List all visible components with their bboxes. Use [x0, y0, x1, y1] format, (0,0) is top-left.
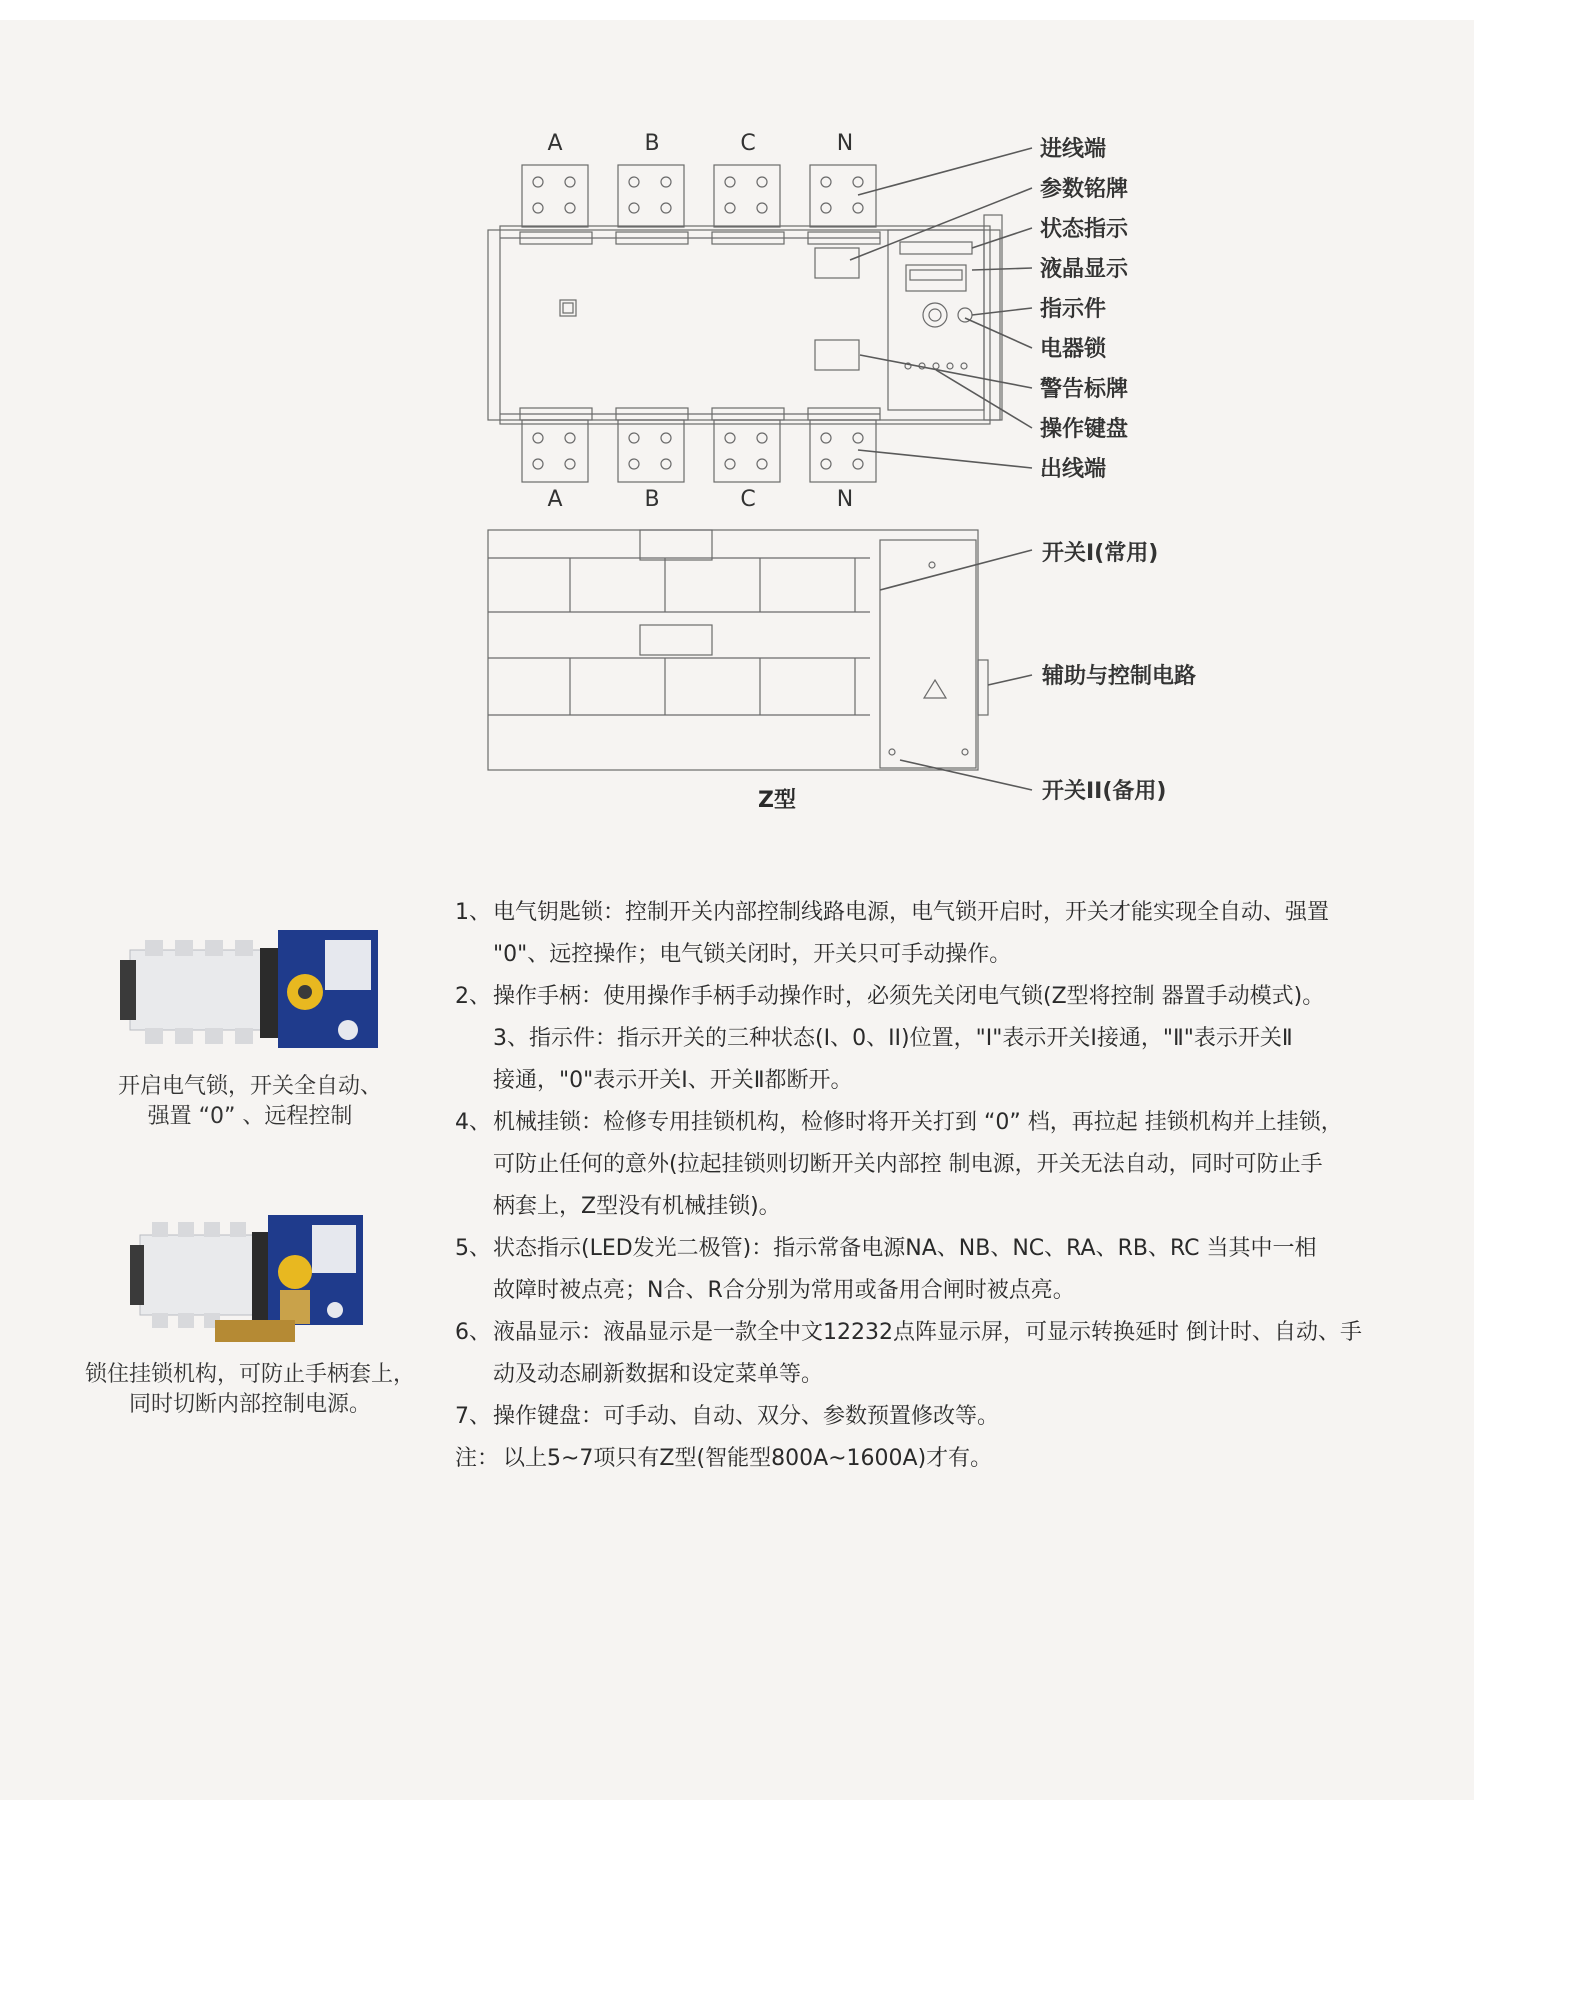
item-text-cont: 故障时被点亮；N合、R合分别为常用或备用合闸时被点亮。 — [493, 1278, 1075, 1303]
phase-label-top: N — [836, 131, 854, 156]
list-item — [455, 1102, 1395, 1228]
list-item — [455, 892, 1395, 976]
list-item — [455, 1228, 1395, 1312]
note-prefix: 注： — [455, 1446, 500, 1471]
phase-label-top: C — [740, 131, 756, 156]
incoming-terminals — [522, 165, 876, 227]
item-text: 电气钥匙锁：控制开关内部控制线路电源，电气锁开启时，开关才能实现全自动、强置 — [493, 900, 1330, 925]
callout-label: 进线端 — [1040, 137, 1107, 162]
item-text: 状态指示(LED发光二极管)：指示常备电源NA、NB、NC、RA、RB、RC 当其中一相 — [493, 1236, 1317, 1261]
item-number: 7、 — [455, 1404, 491, 1429]
item-number: 1、 — [455, 900, 491, 925]
phase-label-bottom: A — [547, 487, 563, 512]
note-item — [455, 1438, 1395, 1480]
callout-label: 参数铭牌 — [1040, 177, 1129, 202]
model-label: Z型 — [758, 788, 796, 813]
photo-caption-unlocked — [80, 1072, 420, 1132]
product-photo-locked — [130, 1210, 370, 1345]
outgoing-terminals — [522, 420, 876, 482]
caption-line: 强置 “0” 、远程控制 — [147, 1104, 353, 1129]
phase-label-top: B — [644, 131, 660, 156]
callout-label: 指示件 — [1040, 297, 1107, 322]
item-number: 5、 — [455, 1236, 491, 1261]
callout-label: 辅助与控制电路 — [1042, 664, 1197, 689]
callout-label: 液晶显示 — [1040, 257, 1129, 282]
phase-label-bottom: N — [836, 487, 854, 512]
note-text: 以上5~7项只有Z型(智能型800A~1600A)才有。 — [503, 1446, 993, 1471]
item-text: 液晶显示：液晶显示是一款全中文12232点阵显示屏，可显示转换延时 倒计时、自动、手 — [493, 1320, 1362, 1345]
diagram-svg — [460, 120, 1280, 820]
callout-label: 出线端 — [1040, 457, 1107, 482]
list-item — [455, 1018, 1395, 1102]
list-item — [455, 976, 1395, 1018]
item-number: 4、 — [455, 1110, 491, 1135]
list-item — [455, 1312, 1395, 1396]
item-text-cont: "0"、远控操作；电气锁关闭时，开关只可手动操作。 — [493, 942, 1012, 967]
callout-label: 开关II(备用) — [1042, 779, 1167, 804]
phase-label-bottom: B — [644, 487, 660, 512]
item-number: 6、 — [455, 1320, 491, 1345]
phase-label-bottom: C — [740, 487, 756, 512]
caption-line: 锁住挂锁机构，可防止手柄套上， — [84, 1362, 415, 1387]
switch-body-top-view — [488, 215, 1002, 424]
item-text: 3、指示件：指示开关的三种状态(I、0、II)位置，"Ⅰ"表示开关Ⅰ接通，"Ⅱ"表示开关Ⅱ — [493, 1026, 1293, 1051]
caption-line: 开启电气锁，开关全自动、 — [117, 1074, 382, 1099]
photo-caption-locked — [60, 1360, 440, 1420]
item-text: 机械挂锁：检修专用挂锁机构，检修时将开关打到 “0” 档，再拉起 挂锁机构并上挂锁， — [493, 1110, 1343, 1135]
item-text-cont: 接通，"0"表示开关Ⅰ、开关Ⅱ都断开。 — [493, 1068, 853, 1093]
feature-list — [455, 892, 1395, 1480]
phase-label-top: A — [547, 131, 563, 156]
item-number: 2、 — [455, 984, 491, 1009]
callout-labels — [1040, 136, 1196, 804]
item-text: 操作手柄：使用操作手柄手动操作时，必须先关闭电气锁(Z型将控制 器置手动模式)。 — [493, 984, 1325, 1009]
callout-label: 电器锁 — [1040, 337, 1107, 362]
callout-label: 状态指示 — [1040, 217, 1129, 242]
item-text-cont: 柄套上，Z型没有机械挂锁)。 — [493, 1194, 781, 1219]
caption-line: 同时切断内部控制电源。 — [128, 1392, 371, 1417]
callout-label: 操作键盘 — [1040, 417, 1129, 442]
callout-label: 警告标牌 — [1040, 377, 1129, 402]
item-text-cont: 可防止任何的意外(拉起挂锁则切断开关内部控 制电源，开关无法自动，同时可防止手 — [493, 1152, 1323, 1177]
callout-label: 开关I(常用) — [1042, 541, 1159, 566]
product-photo-unlocked — [120, 920, 380, 1055]
switch-body-side-view — [488, 530, 988, 770]
switch-diagram — [460, 120, 1280, 820]
item-text-cont: 动及动态刷新数据和设定菜单等。 — [493, 1362, 824, 1387]
item-text: 操作键盘：可手动、自动、双分、参数预置修改等。 — [493, 1404, 1000, 1429]
list-item — [455, 1396, 1395, 1438]
